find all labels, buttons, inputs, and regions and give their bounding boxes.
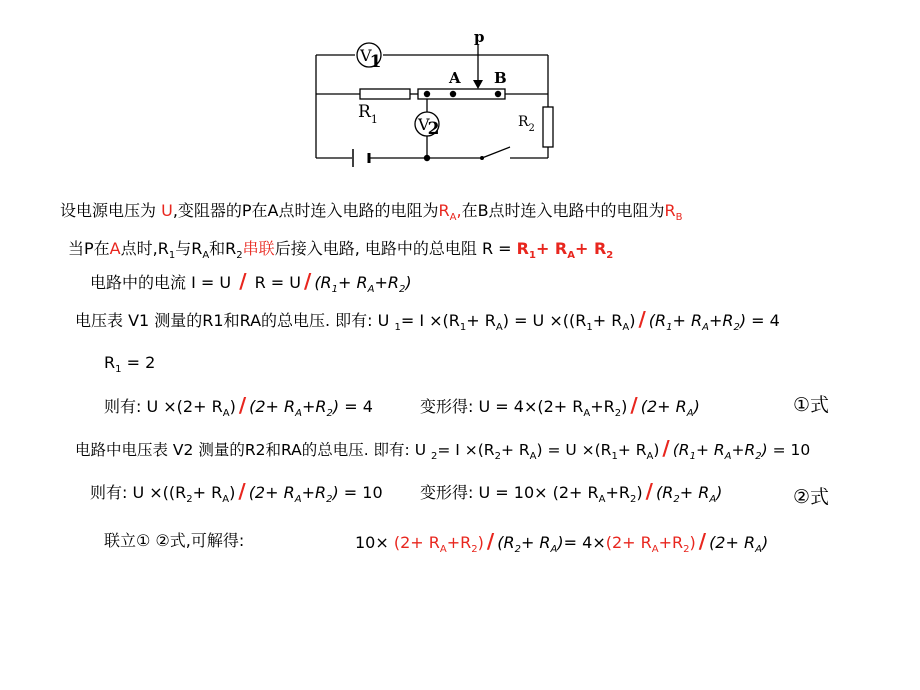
resistor-r2 — [543, 107, 553, 147]
text-line-4: 电压表 V1 测量的R1和RA的总电压. 即有: U $_1= I \times(R_1+ R_A) = U \times((R_1+ R_A) / (R_1+ R_A+R_2) = 4$ — [75, 307, 780, 333]
label-a: A — [449, 69, 461, 87]
label-p: p — [474, 28, 485, 46]
text-line-2: 当P在A点时$,R_1$与$R_A$和$R_2$串联后接入电路, 电路中的总电阻 $R = R_1+ R_A+ R_2$ — [68, 239, 614, 261]
junction-dot — [424, 91, 430, 97]
text-line-6-right: 变形得: $U = 4\times(2+ R_A+R_2) / (2+ R_A)$ — [420, 393, 700, 419]
text-line-3: 电路中的电流 $I = U / R = U / (R_1+ R_A+R_2)$ — [90, 269, 412, 295]
text-line-7: 电路中电压表 V2 测量的R2和RA的总电压. 即有: U $_2= I \times(R_2+ R_A) = U \times(R_1+ R_A) / (R_1+ R_A+R_2) = 10$ — [75, 436, 811, 462]
slider-arrow — [473, 80, 483, 89]
resistor-r1 — [360, 89, 410, 99]
text-line-9-equation: $10\times (2+ R_A+R_2) / (R_2+ R_A)= 4\times(2+ R_A+R_2) / (2+ R_A)$ — [355, 529, 769, 555]
equation-tag-1: ①式 — [793, 394, 830, 416]
junction-dot — [424, 155, 430, 161]
text-line-9: 联立① ②式,可解得: — [104, 531, 245, 550]
terminal-a-dot — [450, 91, 456, 97]
text-line-8-right: 变形得: $U = 10\times (2+ R_A+R_2) / (R_2+ R_A)$ — [420, 479, 723, 505]
text-line-8: 则有: $U \times((R_2+ R_A) / (2+ R_A+R_2) = 10$ — [90, 479, 383, 505]
label-b: B — [494, 69, 507, 87]
label-v1: V1 — [360, 46, 382, 72]
text-line-1: 设电源电压为 U,变阻器的P在A点时连入电路的电阻为$R_A$,在B点时连入电路中的电阻为$R_B$ — [60, 201, 683, 223]
text-line-6: 则有: $U \times(2+ R_A) / (2+ R_A+R_2) = 4$ — [104, 393, 373, 419]
label-v2: V2 — [418, 115, 440, 139]
terminal-b-dot — [495, 91, 501, 97]
rheostat — [418, 89, 505, 99]
switch-contact — [480, 156, 484, 160]
label-r2: $R_2$ — [518, 114, 535, 134]
circuit-diagram — [300, 25, 560, 170]
equation-tag-2: ②式 — [793, 486, 830, 508]
text-line-5: $R_1 = 2$ — [104, 353, 156, 375]
label-r1: $R_1$ — [358, 102, 378, 126]
